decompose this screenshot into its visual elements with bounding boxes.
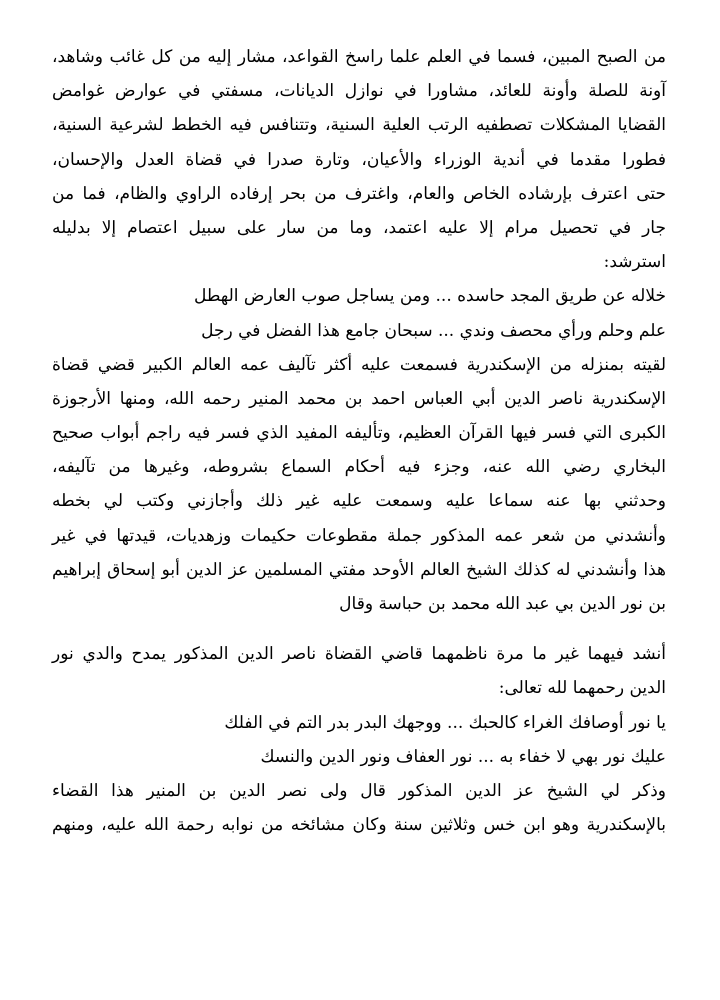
verse-line: خلاله عن طريق المجد حاسده ... ومن يساجل صوب العارض الهطل — [193, 286, 666, 307]
text-line: بالإسكندرية وهو ابن خس وثلاثين سنة وكان مشائخه من نوابه رحمة الله عليه، ومنهم — [52, 815, 666, 836]
text-line: وأنشدني من شعر عمه المذكور جملة مقطوعات حكيمات وزهديات، قيدتها في غير — [52, 525, 666, 546]
paragraph-biography — [52, 40, 666, 279]
text-line: استرشد: — [603, 252, 666, 273]
text-line: لقيته بمنزله من الإسكندرية فسمعت عليه أكثر تآليف عمه العالم الكبير قضي قضاة — [52, 354, 666, 375]
text-line: جار في تحصيل مرام إلا عليه اعتمد، وما من سار على سبيل اعتصام إلا بدليله — [52, 217, 666, 238]
text-line: الدين رحمهما لله تعالى: — [498, 678, 666, 699]
paragraph-account — [52, 774, 666, 842]
poem-verses-2 — [52, 706, 666, 774]
verse-line: يا نور أوصافك الغراء كالحبك ... ووجهك البدر بدر التم في الفلك — [224, 712, 666, 733]
text-line: وحدثني بها عنه سماعا عليه وسمعت عليه غير ذلك وأجازني وكتب لي بخطه — [52, 491, 666, 512]
paragraph-meeting — [52, 348, 666, 622]
verse-line: علم وحلم ورأي محصف وندي ... سبحان جامع هذا الفضل في رجل — [201, 320, 666, 341]
text-line: الإسكندرية ناصر الدين أبي العباس احمد بن محمد المنير رحمه الله، ومنها الأرجوزة — [52, 388, 666, 409]
paragraph-gap — [52, 621, 666, 637]
text-line: حتى اعترف بإرشاده الخاص والعام، واغترف من بحر إرفاده الراوي والظام، فما من — [52, 183, 666, 204]
document-page — [52, 40, 666, 842]
paragraph-recital — [52, 637, 666, 705]
text-line: هذا وأنشدني له كذلك الشيخ العالم الأوحد مفتي المسلمين عز الدين أبو إسحاق إبراهيم — [52, 559, 666, 580]
verse-line: عليك نور بهي لا خفاء به ... نور العفاف ونور الدين والنسك — [260, 746, 666, 767]
poem-verses-1 — [52, 279, 666, 347]
text-line: أنشد فيهما غير ما مرة ناظمهما قاضي القضاة ناصر الدين المذكور يمدح والدي نور — [52, 644, 666, 665]
text-line: وذكر لي الشيخ عز الدين المذكور قال ولى نصر الدين بن المنير هذا القضاء — [52, 780, 666, 801]
text-line: من الصبح المبين، فسما في العلم علما راسخ القواعد، مشار إليه من كل غائب وشاهد، — [52, 47, 666, 67]
text-line: آونة للصلة وأونة للعائد، مشاورا في نوازل الديانات، مسفتي في عوارض غوامض — [52, 81, 666, 102]
text-line: فطورا مقدما في أندية الوزراء والأعيان، وتارة صدرا في قضاة العدل والإحسان، — [52, 149, 666, 170]
text-line: الكبرى التي فسر فيها القرآن العظيم، وتأليفه المفيد الذي فسر فيه راجم أبواب صحيح — [52, 423, 666, 444]
text-line: القضايا المشكلات تصطفيه الرتب العلية السنية، وتتنافس فيه الخطط لشرعية السنية، — [52, 115, 666, 136]
text-line: البخاري رضي الله عنه، وجزء فيه أحكام السماع بشروطه، وغيرها من تآليفه، — [52, 457, 666, 478]
text-line: بن نور الدين بي عبد الله محمد بن حباسة وقال — [339, 594, 666, 614]
